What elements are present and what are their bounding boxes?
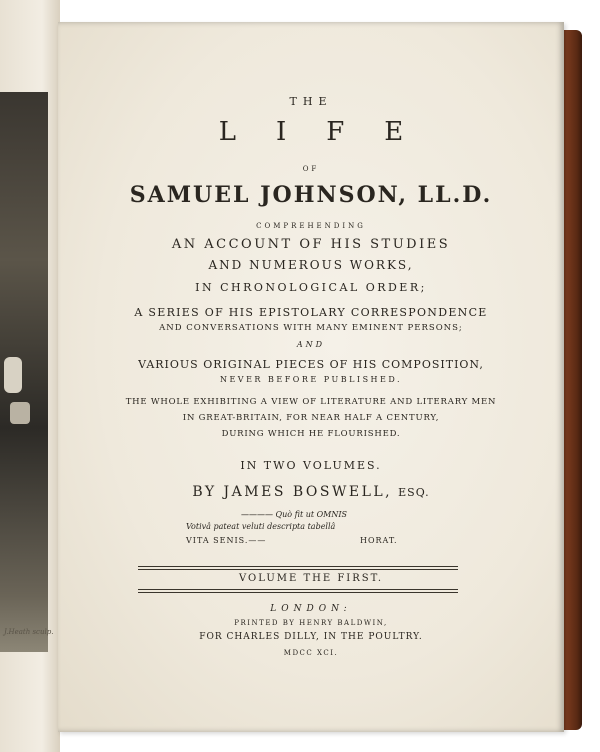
engraver-caption: J.Heath sculp. bbox=[4, 628, 54, 636]
author-title: ESQ. bbox=[398, 486, 430, 499]
and-label: AND bbox=[296, 340, 326, 349]
comprehending-label: COMPREHENDING bbox=[256, 222, 366, 230]
divider-rule bbox=[138, 566, 458, 567]
imprint-printer: PRINTED BY HENRY BALDWIN, bbox=[234, 619, 388, 627]
title-the: THE bbox=[289, 95, 333, 108]
description-line: VARIOUS ORIGINAL PIECES OF HIS COMPOSITION, bbox=[138, 358, 484, 371]
description-line: IN CHRONOLOGICAL ORDER; bbox=[195, 281, 427, 294]
title-page bbox=[58, 22, 564, 732]
title-of: OF bbox=[302, 165, 320, 173]
description-line: IN GREAT-BRITAIN, FOR NEAR HALF A CENTURY, bbox=[182, 413, 440, 423]
description-line: THE WHOLE EXHIBITING A VIEW OF LITERATURE AND LITERARY MEN bbox=[125, 397, 497, 407]
description-line: AND CONVERSATIONS WITH MANY EMINENT PERSONS; bbox=[159, 323, 463, 333]
divider-rule bbox=[138, 592, 458, 593]
volume-label: VOLUME THE FIRST. bbox=[239, 573, 383, 584]
engraving-highlight bbox=[4, 357, 22, 393]
author-name: BY JAMES BOSWELL, bbox=[192, 484, 393, 500]
engraving-highlight bbox=[10, 402, 30, 424]
frontispiece-page bbox=[0, 0, 60, 752]
divider-rule bbox=[138, 569, 458, 570]
description-line: AND NUMEROUS WORKS, bbox=[208, 258, 414, 272]
motto-line: Votivâ pateat veluti descripta tabellâ bbox=[186, 522, 336, 531]
description-line: AN ACCOUNT OF HIS STUDIES bbox=[171, 237, 451, 252]
description-line: A SERIES OF HIS EPISTOLARY CORRESPONDENCE bbox=[134, 306, 488, 319]
motto-line: ———— Quò fit ut OMNIS bbox=[241, 510, 348, 519]
frontispiece-engraving bbox=[0, 92, 48, 652]
title-life: LIFE bbox=[218, 117, 444, 147]
divider-rule bbox=[138, 589, 458, 590]
imprint-publisher: FOR CHARLES DILLY, IN THE POULTRY. bbox=[199, 632, 423, 642]
author-line bbox=[58, 484, 564, 500]
motto-attribution: HORAT. bbox=[360, 536, 398, 545]
volumes-line: IN TWO VOLUMES. bbox=[240, 459, 382, 472]
imprint-city: LONDON: bbox=[270, 604, 352, 614]
subject-name: SAMUEL JOHNSON, LL.D. bbox=[129, 182, 493, 208]
imprint-year: MDCC XCI. bbox=[283, 649, 339, 657]
description-line: NEVER BEFORE PUBLISHED. bbox=[219, 375, 403, 384]
description-line: DURING WHICH HE FLOURISHED. bbox=[221, 429, 401, 439]
motto-line: VITA SENIS.—— bbox=[186, 536, 267, 545]
